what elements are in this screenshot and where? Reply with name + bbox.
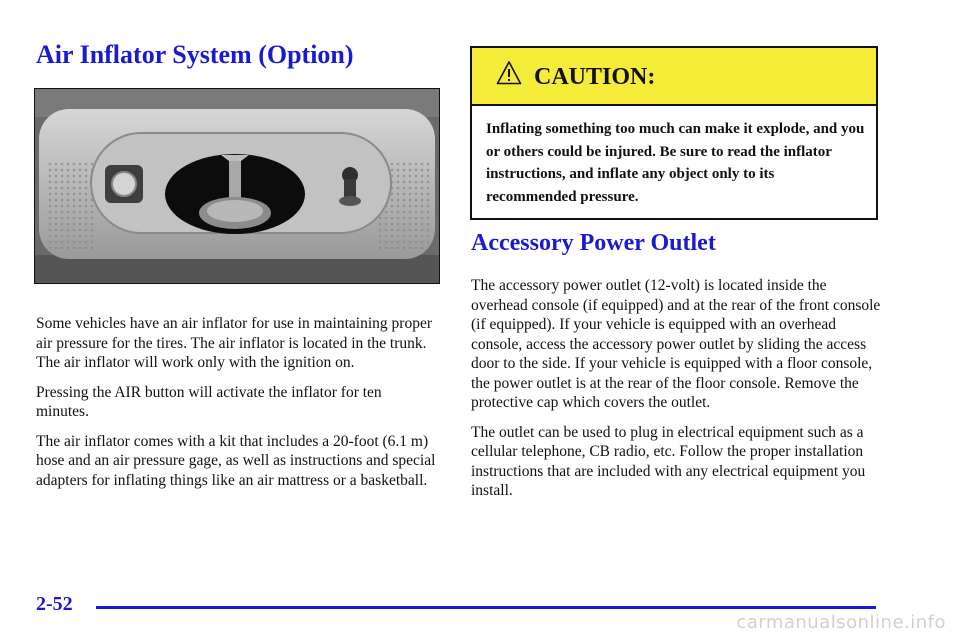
air-inflator-photo	[34, 88, 440, 284]
power-outlet-body	[471, 276, 881, 511]
section-heading-air-inflator: Air Inflator System (Option)	[36, 40, 354, 69]
paragraph: Some vehicles have an air inflator for use in maintaining proper air pressure for the tires. The air inflator is located in the trunk. The air inflator will work only with the ignition on.	[36, 315, 432, 371]
caution-header	[472, 48, 876, 106]
air-inflator-body	[36, 314, 438, 500]
paragraph: The accessory power outlet (12-volt) is located inside the overhead console (if equipped) and at the rear of the front console (if equipped). If your vehicle is equipped with an overhead console, access the accessory power outlet by sliding the access door to the side. If your vehicle is equipped with a floor console, the power outlet is at the rear of the floor console. Remove the protective cap which covers the outlet.	[471, 277, 881, 411]
page-number: 2-52	[36, 593, 73, 615]
footer-rule	[96, 606, 876, 609]
caution-box	[470, 46, 878, 220]
caution-title: CAUTION:	[534, 64, 656, 90]
paragraph: The outlet can be used to plug in electrical equipment such as a cellular telephone, CB radio, etc. Follow the proper installation instructions that are included with any electrical equipment you install.	[471, 423, 866, 499]
paragraph: Pressing the AIR button will activate the inflator for ten minutes.	[36, 383, 382, 420]
paragraph: The air inflator comes with a kit that includes a 20-foot (6.1 m) hose and an air pressure gage, as well as instructions and special adapters for inflating things like an air mattress or a basketball.	[36, 432, 436, 489]
warning-triangle-icon	[496, 60, 522, 86]
section-heading-power-outlet: Accessory Power Outlet	[471, 230, 716, 256]
caution-text: Inflating something too much can make it explode, and you or others could be injured. Be sure to read the inflator instructions, and inflate any object only to its recommended pressure.	[486, 121, 865, 205]
watermark: carmanualsonline.info	[736, 612, 946, 633]
air-button-icon	[112, 172, 136, 196]
air-inflator-illustration	[35, 89, 439, 283]
